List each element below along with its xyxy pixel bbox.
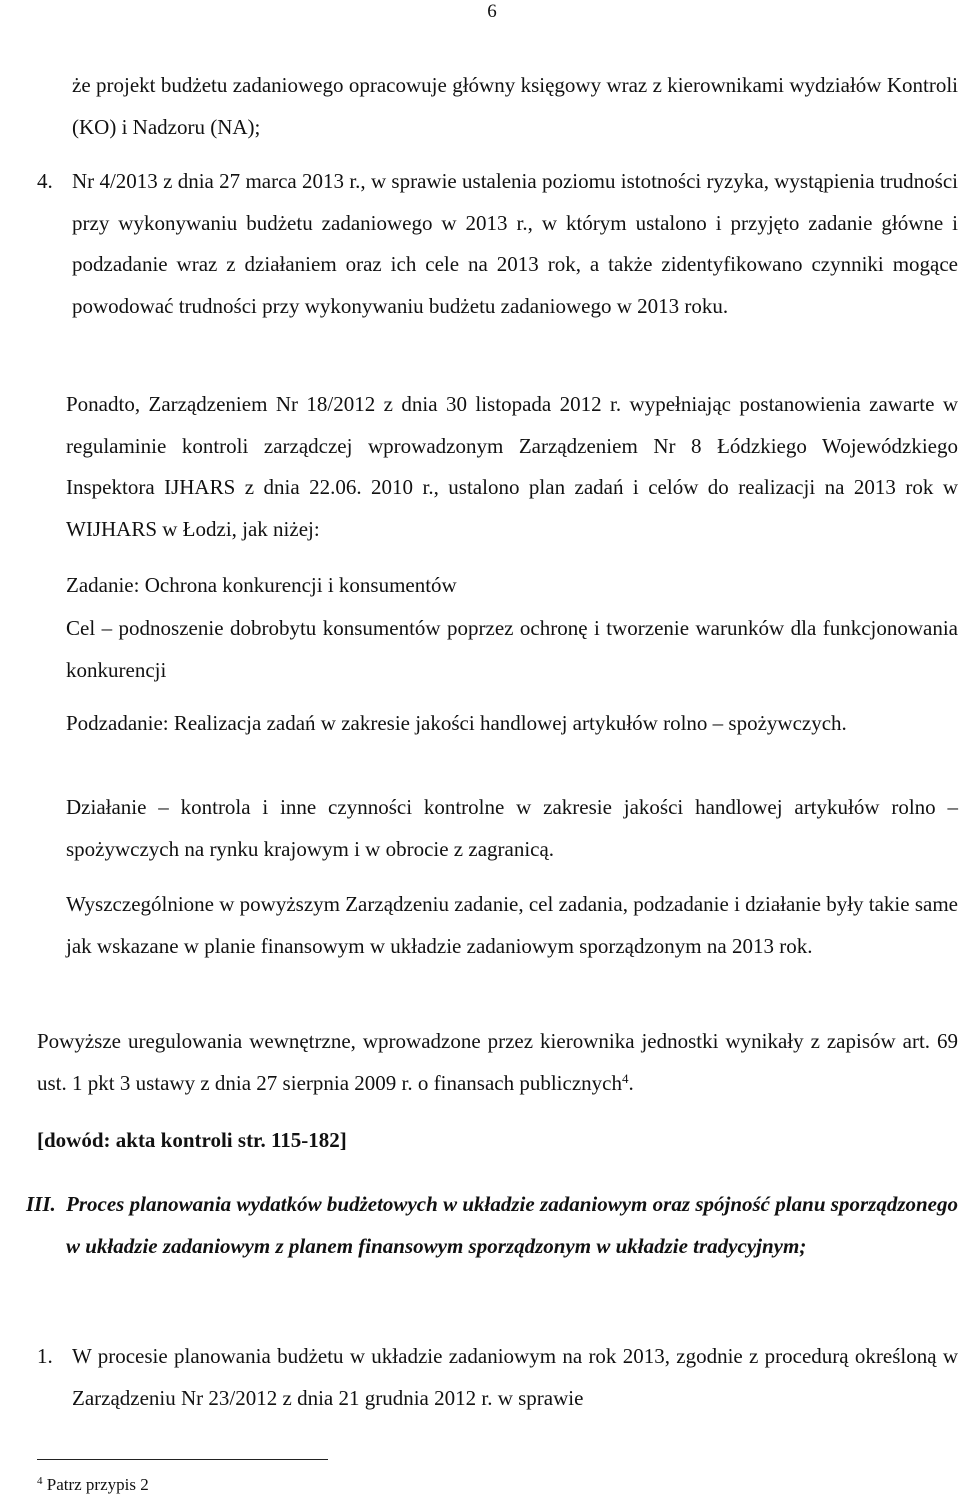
page-number: 6 — [487, 1, 497, 22]
footnote-mark: 4 — [37, 1475, 43, 1487]
list-item-4-text: Nr 4/2013 z dnia 27 marca 2013 r., w sprawie ustalenia poziomu istotności ryzyka, wystąpienia trudności przy wykonywaniu budżetu zadaniowego w 2013 r., w którym ustalono i przyjęto zadanie główne i podzadanie wraz z działaniem oraz ich cele na 2013 rok, a także zidentyfikowano czynniki mogące powodować trudności przy wykonywaniu budżetu zadaniowego w 2013 roku. — [72, 169, 958, 319]
task-line: Zadanie: Ochrona konkurencji i konsumentów — [66, 573, 457, 597]
paragraph-internal-rules-end: . — [628, 1070, 634, 1095]
paragraph-continuation: że projekt budżetu zadaniowego opracowuje główny księgowy wraz z kierownikami wydziałów Kontroli (KO) i Nadzoru (NA); — [72, 73, 958, 139]
paragraph-internal-rules-text: Powyższe uregulowania wewnętrzne, wprowadzone przez kierownika jednostki wynikały z zapisów art. 69 ust. 1 pkt 3 ustawy z dnia 27 sierpnia 2009 r. o finansach publicznych — [37, 1029, 958, 1095]
evidence-reference: [dowód: akta kontroli str. 115-182] — [37, 1128, 347, 1152]
list-item-1-text: W procesie planowania budżetu w układzie zadaniowym na rok 2013, zgodnie z procedurą określoną w Zarządzeniu Nr 23/2012 z dnia 21 grudnia 2012 r. w sprawie — [72, 1344, 958, 1410]
list-item-number-1: 1. — [37, 1344, 53, 1368]
list-item-number-4: 4. — [37, 169, 53, 193]
action-line: Działanie – kontrola i inne czynności kontrolne w zakresie jakości handlowej artykułów rolno – spożywczych na rynku krajowym i w obrocie z zagranicą. — [66, 795, 958, 861]
section-heading: Proces planowania wydatków budżetowych w układzie zadaniowym oraz spójność planu sporządzonego w układzie zadaniowym z planem finansowym sporządzonym w układzie tradycyjnym; — [66, 1192, 958, 1258]
paragraph-summary: Wyszczególnione w powyższym Zarządzeniu zadanie, cel zadania, podzadanie i działanie były takie same jak wskazane w planie finansowym w układzie zadaniowym sporządzonym na 2013 rok. — [66, 892, 958, 958]
paragraph-internal-rules — [37, 1021, 958, 1104]
goal-line: Cel – podnoszenie dobrobytu konsumentów poprzez ochronę i tworzenie warunków dla funkcjonowania konkurencji — [66, 616, 958, 682]
footnote — [37, 1470, 149, 1496]
subtask-line: Podzadanie: Realizacja zadań w zakresie jakości handlowej artykułów rolno – spożywczych. — [66, 711, 847, 735]
section-number: III. — [26, 1192, 56, 1216]
footnote-reference: 4 — [621, 1070, 629, 1086]
footnote-separator — [37, 1459, 328, 1460]
paragraph-regulation: Ponadto, Zarządzeniem Nr 18/2012 z dnia 30 listopada 2012 r. wypełniając postanowienia zawarte w regulaminie kontroli zarządczej wprowadzonym Zarządzeniem Nr 8 Łódzkiego Wojewódzkiego Inspektora IJHARS z dnia 22.06. 2010 r., ustalono plan zadań i celów do realizacji na 2013 rok w WIJHARS w Łodzi, jak niżej: — [66, 392, 958, 542]
footnote-text: Patrz przypis 2 — [46, 1475, 149, 1494]
